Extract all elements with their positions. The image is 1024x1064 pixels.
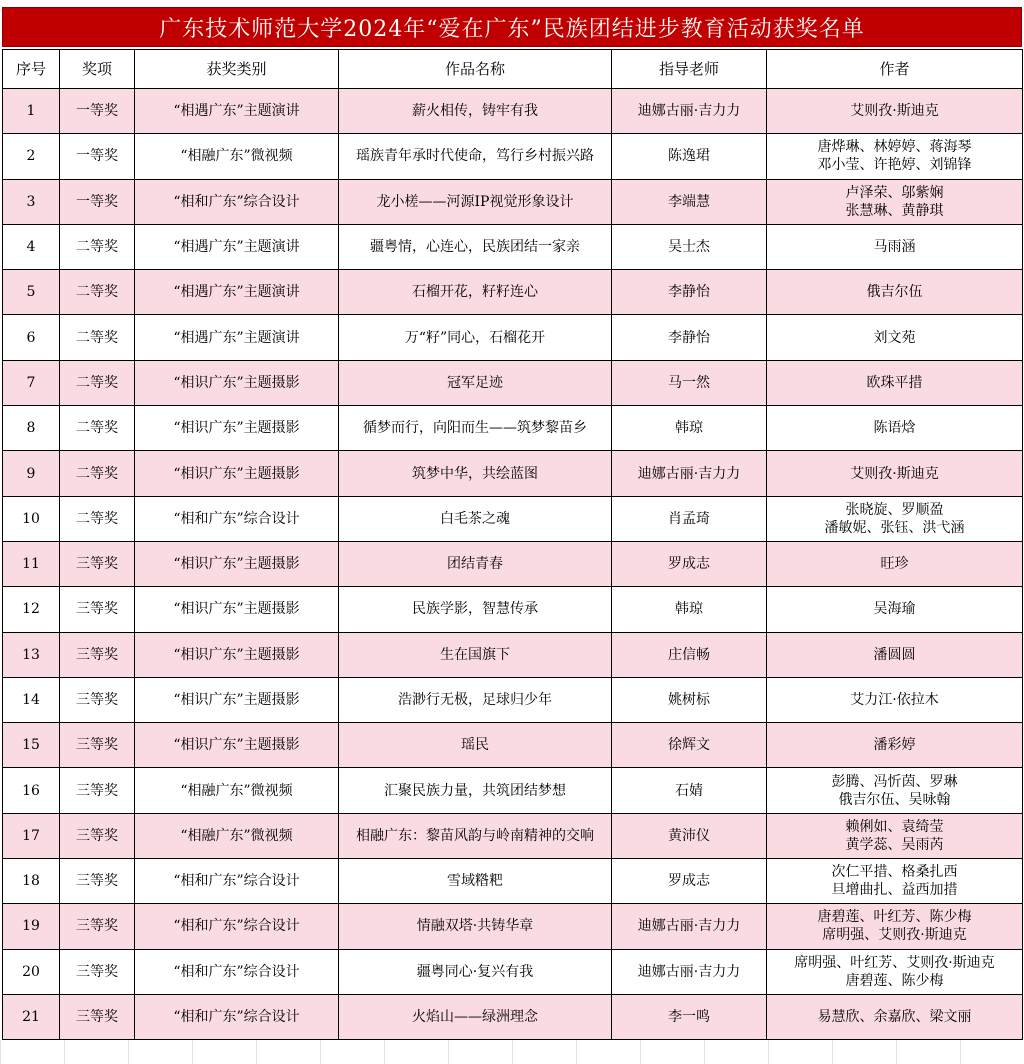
- cell-no[interactable]: 3: [3, 179, 60, 224]
- cell-advisor[interactable]: 韩琼: [612, 587, 767, 632]
- cell-advisor[interactable]: 李静怡: [612, 315, 767, 360]
- cell-category[interactable]: “相遇广东”主题演讲: [135, 89, 339, 134]
- cell-no[interactable]: 10: [3, 496, 60, 541]
- cell-award[interactable]: 二等奖: [60, 224, 135, 269]
- table-row: [3, 360, 1023, 405]
- table-row: [3, 541, 1023, 586]
- cell-category[interactable]: “相识广东”主题摄影: [135, 541, 339, 586]
- cell-advisor[interactable]: 迪娜古丽·吉力力: [612, 949, 767, 994]
- cell-work[interactable]: 汇聚民族力量，共筑团结梦想: [339, 768, 612, 813]
- cell-category[interactable]: “相遇广东”主题演讲: [135, 315, 339, 360]
- cell-advisor[interactable]: 迪娜古丽·吉力力: [612, 451, 767, 496]
- cell-work[interactable]: 疆粤同心·复兴有我: [339, 949, 612, 994]
- cell-no[interactable]: 7: [3, 360, 60, 405]
- cell-authors[interactable]: [767, 179, 1023, 224]
- author-line: 易慧欣、余嘉欣、梁文丽: [817, 1009, 972, 1026]
- table-row: [3, 904, 1023, 949]
- author-line: 刘文苑: [873, 329, 916, 346]
- cell-award[interactable]: 三等奖: [60, 813, 135, 858]
- cell-authors[interactable]: [767, 723, 1023, 768]
- cell-authors[interactable]: [767, 315, 1023, 360]
- cell-work[interactable]: 疆粤情，心连心，民族团结一家亲: [339, 224, 612, 269]
- cell-advisor[interactable]: 韩琼: [612, 406, 767, 451]
- cell-award[interactable]: 三等奖: [60, 904, 135, 949]
- author-line: 张晓旋、罗顺盈: [845, 501, 944, 518]
- cell-award[interactable]: 三等奖: [60, 723, 135, 768]
- cell-no[interactable]: 17: [3, 813, 60, 858]
- cell-award[interactable]: 三等奖: [60, 994, 135, 1039]
- cell-advisor[interactable]: 姚树标: [612, 677, 767, 722]
- cell-advisor[interactable]: 马一然: [612, 360, 767, 405]
- cell-category[interactable]: “相融广东”微视频: [135, 813, 339, 858]
- cell-category[interactable]: “相和广东”综合设计: [135, 904, 339, 949]
- cell-authors[interactable]: [767, 587, 1023, 632]
- cell-no[interactable]: 19: [3, 904, 60, 949]
- cell-category[interactable]: “相识广东”主题摄影: [135, 406, 339, 451]
- cell-authors[interactable]: [767, 224, 1023, 269]
- author-line: 次仁平措、格桑扎西: [831, 864, 958, 881]
- cell-no[interactable]: 13: [3, 632, 60, 677]
- cell-work[interactable]: 筑梦中华，共绘蓝图: [339, 451, 612, 496]
- cell-advisor[interactable]: 迪娜古丽·吉力力: [612, 89, 767, 134]
- table-row: [3, 813, 1023, 858]
- cell-no[interactable]: 6: [3, 315, 60, 360]
- author-line: 赖俐如、袁绮莹: [845, 818, 944, 835]
- cell-authors[interactable]: [767, 451, 1023, 496]
- cell-no[interactable]: 8: [3, 406, 60, 451]
- cell-authors[interactable]: [767, 813, 1023, 858]
- table-row: [3, 315, 1023, 360]
- cell-advisor[interactable]: 罗成志: [612, 859, 767, 904]
- author-line: 潘彩婷: [873, 737, 916, 754]
- cell-award[interactable]: 二等奖: [60, 406, 135, 451]
- cell-work[interactable]: 循梦而行，向阳而生——筑梦黎苗乡: [339, 406, 612, 451]
- table-row: [3, 270, 1023, 315]
- cell-category[interactable]: “相识广东”主题摄影: [135, 360, 339, 405]
- table-row: [3, 994, 1023, 1039]
- table-row: [3, 224, 1023, 269]
- cell-authors[interactable]: [767, 496, 1023, 541]
- author-line: 潘敏妮、张钰、洪弋涵: [824, 519, 965, 536]
- author-line: 席明强、叶红芳、艾则孜·斯迪克: [794, 954, 995, 971]
- cell-category[interactable]: “相遇广东”主题演讲: [135, 224, 339, 269]
- cell-award[interactable]: 二等奖: [60, 360, 135, 405]
- cell-advisor[interactable]: 李静怡: [612, 270, 767, 315]
- cell-no[interactable]: 12: [3, 587, 60, 632]
- cell-category[interactable]: “相识广东”主题摄影: [135, 632, 339, 677]
- cell-authors[interactable]: [767, 360, 1023, 405]
- cell-award[interactable]: 三等奖: [60, 632, 135, 677]
- cell-award[interactable]: 三等奖: [60, 859, 135, 904]
- cell-authors[interactable]: [767, 904, 1023, 949]
- cell-no[interactable]: 2: [3, 134, 60, 179]
- cell-advisor[interactable]: 吴士杰: [612, 224, 767, 269]
- header-authors: 作者: [767, 50, 1023, 89]
- cell-advisor[interactable]: 石婧: [612, 768, 767, 813]
- table-row: [3, 496, 1023, 541]
- cell-award[interactable]: 三等奖: [60, 541, 135, 586]
- cell-work[interactable]: 万“籽”同心，石榴花开: [339, 315, 612, 360]
- cell-award[interactable]: 一等奖: [60, 89, 135, 134]
- cell-work[interactable]: 浩渺行无极，足球归少年: [339, 677, 612, 722]
- cell-award[interactable]: 三等奖: [60, 677, 135, 722]
- cell-award[interactable]: 二等奖: [60, 496, 135, 541]
- cell-work[interactable]: 生在国旗下: [339, 632, 612, 677]
- table-row: [3, 451, 1023, 496]
- header-no: 序号: [3, 50, 60, 89]
- cell-no[interactable]: 11: [3, 541, 60, 586]
- table-row: [3, 859, 1023, 904]
- cell-work[interactable]: 雪域糌粑: [339, 859, 612, 904]
- cell-category[interactable]: “相和广东”综合设计: [135, 496, 339, 541]
- cell-category[interactable]: “相识广东”主题摄影: [135, 451, 339, 496]
- awards-table: [2, 49, 1023, 1040]
- author-line: 马雨涵: [873, 239, 916, 256]
- cell-no[interactable]: 15: [3, 723, 60, 768]
- cell-category[interactable]: “相和广东”综合设计: [135, 179, 339, 224]
- cell-category[interactable]: “相和广东”综合设计: [135, 949, 339, 994]
- cell-authors[interactable]: [767, 994, 1023, 1039]
- author-line: 潘圆圆: [873, 646, 916, 663]
- cell-category[interactable]: “相识广东”主题摄影: [135, 587, 339, 632]
- table-row: [3, 949, 1023, 994]
- cell-work[interactable]: 薪火相传，铸牢有我: [339, 89, 612, 134]
- cell-advisor[interactable]: 李一鸣: [612, 994, 767, 1039]
- cell-category[interactable]: “相识广东”主题摄影: [135, 723, 339, 768]
- cell-work[interactable]: 冠军足迹: [339, 360, 612, 405]
- cell-work[interactable]: 白毛茶之魂: [339, 496, 612, 541]
- cell-work[interactable]: 石榴开花，籽籽连心: [339, 270, 612, 315]
- table-row: [3, 587, 1023, 632]
- author-line: 旺珍: [880, 556, 909, 573]
- cell-award[interactable]: 三等奖: [60, 768, 135, 813]
- header-award: 奖项: [60, 50, 135, 89]
- cell-advisor[interactable]: 庄信畅: [612, 632, 767, 677]
- cell-authors[interactable]: [767, 406, 1023, 451]
- author-line: 旦增曲扎、益西加措: [831, 882, 958, 899]
- cell-award[interactable]: 三等奖: [60, 587, 135, 632]
- cell-award[interactable]: 一等奖: [60, 179, 135, 224]
- page-title: 广东技术师范大学2024年“爱在广东”民族团结进步教育活动获奖名单: [2, 7, 1022, 47]
- author-line: 黄学蕊、吴雨芮: [845, 836, 944, 853]
- cell-no[interactable]: 14: [3, 677, 60, 722]
- author-line: 唐烨琳、林婷婷、蒋海琴: [817, 139, 972, 156]
- cell-award[interactable]: 二等奖: [60, 270, 135, 315]
- table-row: [3, 632, 1023, 677]
- author-line: 欧珠平措: [866, 374, 923, 391]
- author-line: 邓小莹、许艳婷、刘锦锋: [817, 157, 972, 174]
- cell-authors[interactable]: [767, 270, 1023, 315]
- cell-award[interactable]: 三等奖: [60, 949, 135, 994]
- cell-no[interactable]: 21: [3, 994, 60, 1039]
- author-line: 吴海瑜: [873, 601, 916, 618]
- table-row: [3, 89, 1023, 134]
- cell-no[interactable]: 16: [3, 768, 60, 813]
- header-category: 获奖类别: [135, 50, 339, 89]
- author-line: 艾则孜·斯迪克: [850, 465, 939, 482]
- header-advisor: 指导老师: [612, 50, 767, 89]
- cell-category[interactable]: “相和广东”综合设计: [135, 859, 339, 904]
- cell-category[interactable]: “相和广东”综合设计: [135, 994, 339, 1039]
- author-line: 艾则孜·斯迪克: [850, 103, 939, 120]
- author-line: 俄吉尔伍: [866, 284, 923, 301]
- cell-no[interactable]: 9: [3, 451, 60, 496]
- table-row: [3, 134, 1023, 179]
- cell-work[interactable]: 龙小槎——河源IP视觉形象设计: [339, 179, 612, 224]
- cell-advisor[interactable]: 陈逸珺: [612, 134, 767, 179]
- cell-authors[interactable]: [767, 677, 1023, 722]
- table-row: [3, 723, 1023, 768]
- header-row: [3, 50, 1023, 89]
- cell-no[interactable]: 20: [3, 949, 60, 994]
- author-line: 唐碧莲、陈少梅: [845, 972, 944, 989]
- author-line: 卢泽荣、邬紫娴: [845, 184, 944, 201]
- cell-category[interactable]: “相融广东”微视频: [135, 134, 339, 179]
- cell-advisor[interactable]: 罗成志: [612, 541, 767, 586]
- author-line: 席明强、艾则孜·斯迪克: [822, 927, 967, 944]
- cell-no[interactable]: 18: [3, 859, 60, 904]
- cell-authors[interactable]: [767, 632, 1023, 677]
- cell-authors[interactable]: [767, 134, 1023, 179]
- cell-work[interactable]: 民族学影，智慧传承: [339, 587, 612, 632]
- cell-category[interactable]: “相遇广东”主题演讲: [135, 270, 339, 315]
- sheet-gridlines: [0, 1040, 1024, 1064]
- table-row: [3, 179, 1023, 224]
- cell-advisor[interactable]: 肖孟琦: [612, 496, 767, 541]
- cell-category[interactable]: “相融广东”微视频: [135, 768, 339, 813]
- author-line: 艾力江·依拉木: [850, 692, 939, 708]
- author-line: 彭腾、冯忻茵、罗琳: [831, 773, 958, 790]
- cell-authors[interactable]: [767, 859, 1023, 904]
- cell-no[interactable]: 1: [3, 89, 60, 134]
- cell-no[interactable]: 4: [3, 224, 60, 269]
- cell-authors[interactable]: [767, 541, 1023, 586]
- cell-authors[interactable]: [767, 768, 1023, 813]
- cell-authors[interactable]: [767, 949, 1023, 994]
- cell-award[interactable]: 二等奖: [60, 315, 135, 360]
- cell-work[interactable]: 瑶族青年承时代使命，笃行乡村振兴路: [339, 134, 612, 179]
- author-line: 俄吉尔伍、吴咏翰: [838, 791, 951, 808]
- table-row: [3, 677, 1023, 722]
- author-line: 唐碧莲、叶红芳、陈少梅: [817, 909, 972, 926]
- cell-advisor[interactable]: 李端慧: [612, 179, 767, 224]
- cell-work[interactable]: 瑶民: [339, 723, 612, 768]
- cell-work[interactable]: 相融广东：黎苗风韵与岭南精神的交响: [339, 813, 612, 858]
- cell-award[interactable]: 二等奖: [60, 451, 135, 496]
- cell-advisor[interactable]: 迪娜古丽·吉力力: [612, 904, 767, 949]
- award-rows: [3, 89, 1023, 1040]
- table-row: [3, 406, 1023, 451]
- cell-work[interactable]: 火焰山——绿洲理念: [339, 994, 612, 1039]
- cell-category[interactable]: “相识广东”主题摄影: [135, 677, 339, 722]
- cell-advisor[interactable]: 徐辉文: [612, 723, 767, 768]
- cell-work[interactable]: 团结青春: [339, 541, 612, 586]
- cell-award[interactable]: 一等奖: [60, 134, 135, 179]
- author-line: 张慧琳、黄静琪: [845, 202, 944, 219]
- cell-advisor[interactable]: 黄沛仪: [612, 813, 767, 858]
- table-row: [3, 768, 1023, 813]
- cell-authors[interactable]: [767, 89, 1023, 134]
- author-line: 陈语焓: [873, 420, 916, 437]
- cell-work[interactable]: 情融双塔·共铸华章: [339, 904, 612, 949]
- header-work: 作品名称: [339, 50, 612, 89]
- cell-no[interactable]: 5: [3, 270, 60, 315]
